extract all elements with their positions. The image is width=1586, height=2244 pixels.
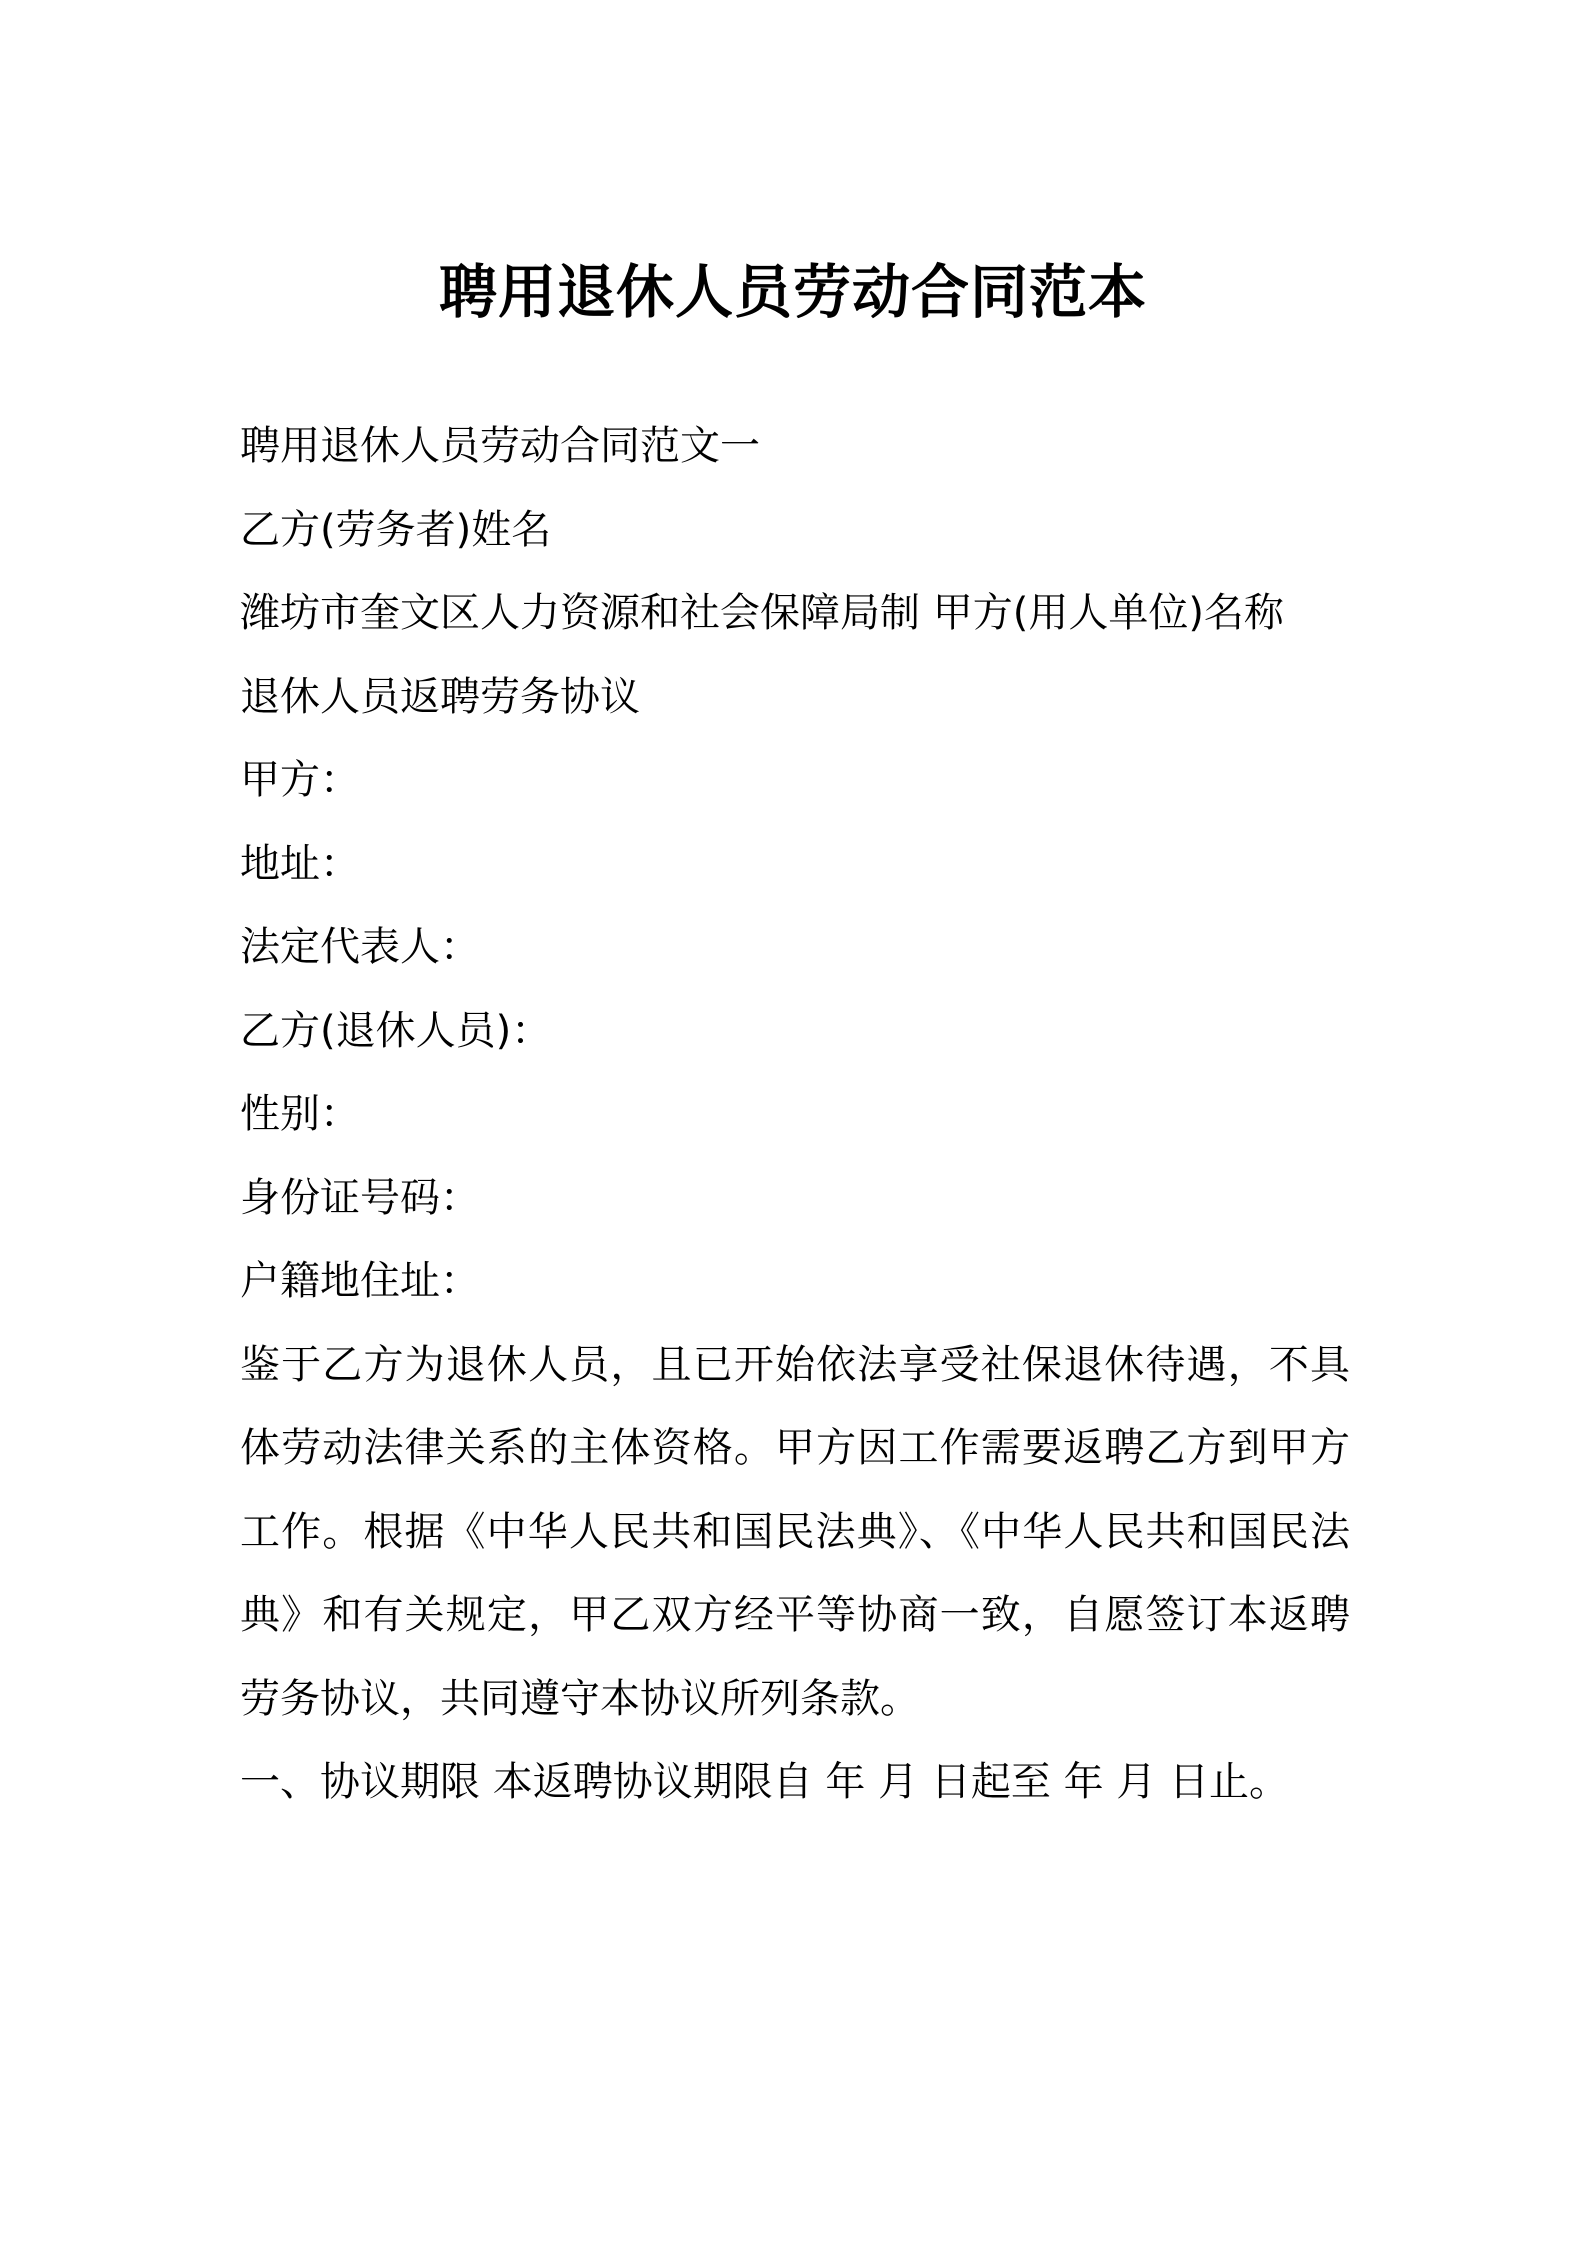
gender-field: 性别： (240, 1091, 360, 1137)
party-a-field: 甲方： (240, 757, 360, 803)
agreement-title-line: 退休人员返聘劳务协议 (240, 673, 640, 720)
party-b-field: 乙方(退休人员)： (240, 1007, 552, 1054)
preamble-paragraph: 鉴于乙方为退休人员，且已开始依法享受社保退休待遇，不具体劳动法律关系的主体资格。甲方因工作需要返聘乙方到甲方工作。根据《中华人民共和国民法典》、《中华人民共和国民法典》和有关规定，甲乙双方经平等协商一致，自愿签订本返聘劳务协议，共同遵守本协议所列条款。 (240, 1341, 1350, 1722)
subtitle-line: 聘用退休人员劳动合同范文一 (240, 423, 760, 469)
legal-representative-field: 法定代表人： (240, 924, 480, 970)
household-address-field: 户籍地住址： (240, 1258, 480, 1304)
term-clause: 一、协议期限 本返聘协议期限自 年 月 日起至 年 月 日止。 (240, 1759, 1290, 1805)
id-number-field: 身份证号码： (240, 1174, 480, 1221)
party-b-name-line: 乙方(劳务者)姓名 (240, 506, 552, 553)
document-title: 聘用退休人员劳动合同范本 (438, 258, 1147, 326)
address-field: 地址： (240, 840, 360, 887)
document-body (240, 405, 1350, 1825)
issuer-line: 潍坊市奎文区人力资源和社会保障局制 甲方(用人单位)名称 (240, 590, 1284, 636)
